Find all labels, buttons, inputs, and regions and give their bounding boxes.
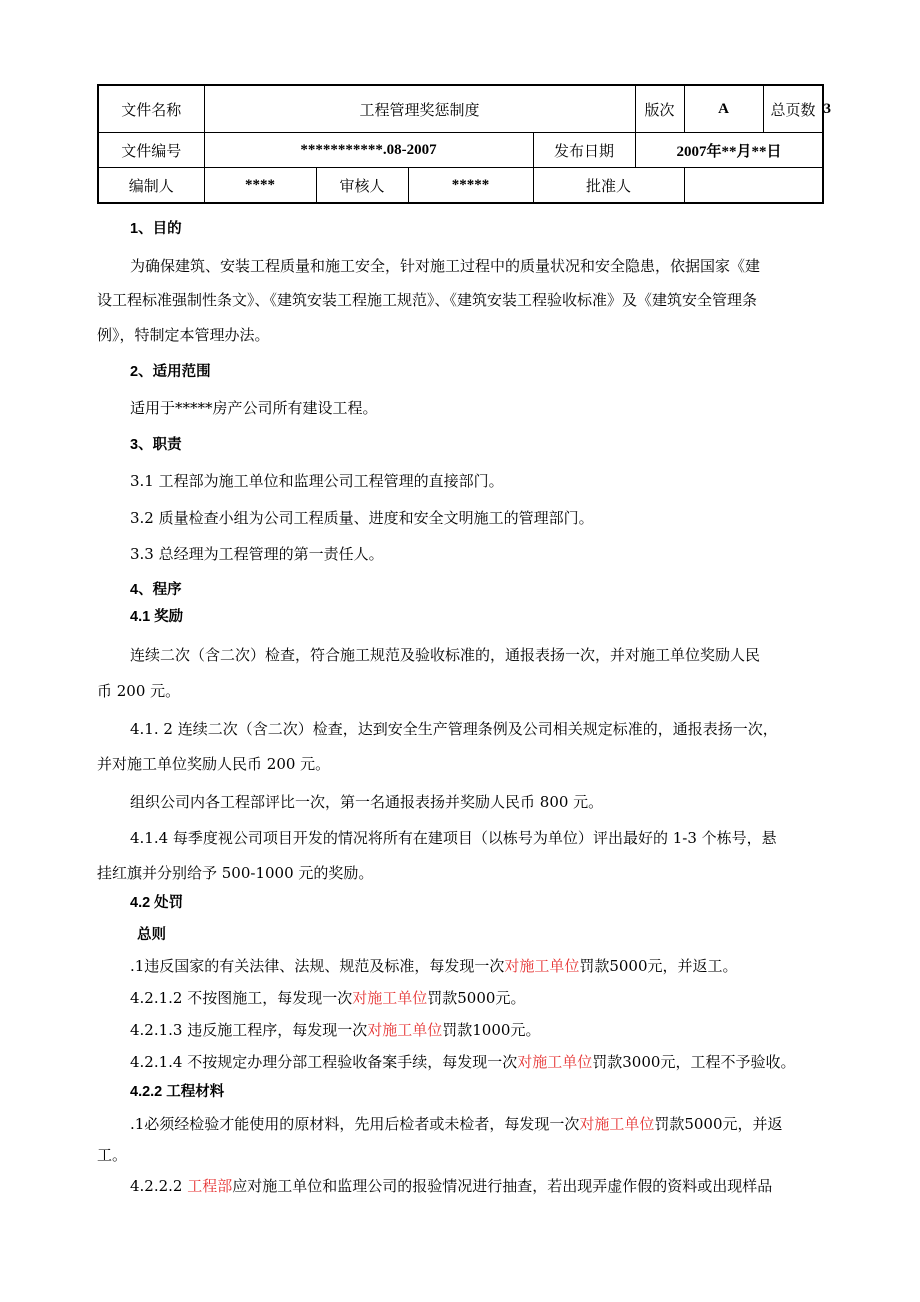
penalty-line: 4.2.1.2 不按图施工，每发现一次对施工单位罚款5000元。 xyxy=(130,989,526,1007)
reviewer-value: ***** xyxy=(408,168,533,204)
penalty-line: .1违反国家的有关法律、法规、规范及标准，每发现一次对施工单位罚款5000元，并返工。 xyxy=(130,957,738,975)
paragraph-line: 适用于*****房产公司所有建设工程。 xyxy=(130,399,378,417)
penalty-line: 4.2.2.2 工程部应对施工单位和监理公司的报验情况进行抽查，若出现弄虚作假的资料或出现样品 xyxy=(130,1177,773,1195)
paragraph-line: 3.1 工程部为施工单位和监理公司工程管理的直接部门。 xyxy=(130,472,504,490)
approver-label: 批准人 xyxy=(533,168,684,204)
section-4-2-heading: 4.2 处罚 xyxy=(130,895,184,911)
section-4-heading: 4、程序 xyxy=(130,582,182,598)
penalty-line: 4.2.1.4 不按规定办理分部工程验收备案手续，每发现一次对施工单位罚款3000元，工程不予验收。 xyxy=(130,1053,796,1071)
file-no-label: 文件编号 xyxy=(98,133,204,168)
total-pages-label: 总页数 xyxy=(763,85,823,133)
author-label: 编制人 xyxy=(98,168,204,204)
section-3-heading: 3、职责 xyxy=(130,437,182,453)
approver-value xyxy=(684,168,823,204)
paragraph-line: 3.3 总经理为工程管理的第一责任人。 xyxy=(130,545,384,563)
file-no-value: ***********.08-2007 xyxy=(204,133,533,168)
paragraph-line: 组织公司内各工程部评比一次，第一名通报表扬并奖励人民币 800 元。 xyxy=(130,793,604,811)
highlight-text: 对施工单位 xyxy=(517,1053,593,1071)
paragraph-line: 并对施工单位奖励人民币 200 元。 xyxy=(97,755,331,773)
highlight-text: 对施工单位 xyxy=(504,957,580,975)
highlight-text: 对施工单位 xyxy=(579,1115,655,1133)
document-header-table: 文件名称 工程管理奖惩制度 版次 A 总页数 3 文件编号 ***********.08-2007 发布日期 2007年**月**日 编制人 **** 审核人 ***** 批准人 xyxy=(97,84,824,204)
penalty-line: 4.2.1.3 违反施工程序，每发现一次对施工单位罚款1000元。 xyxy=(130,1021,541,1039)
version-value: A xyxy=(684,85,763,133)
paragraph-line: 工。 xyxy=(97,1146,128,1164)
paragraph-line: 4.1. 2 连续二次（含二次）检查，达到安全生产管理条例及公司相关规定标准的，通报表扬一次， xyxy=(130,720,778,738)
version-label: 版次 xyxy=(635,85,684,133)
issue-date-label: 发布日期 xyxy=(533,133,635,168)
paragraph-line: 4.1.4 每季度视公司项目开发的情况将所有在建项目（以栋号为单位）评出最好的 1-3 个栋号，悬 xyxy=(130,829,777,847)
section-2-heading: 2、适用范围 xyxy=(130,364,211,380)
document-title: 工程管理奖惩制度 xyxy=(204,85,635,133)
highlight-text: 对施工单位 xyxy=(367,1021,443,1039)
paragraph-line: 挂红旗并分别给予 500-1000 元的奖励。 xyxy=(97,864,374,882)
paragraph-line: 币 200 元。 xyxy=(97,682,181,700)
paragraph-line: 为确保建筑、安装工程质量和施工安全，针对施工过程中的质量状况和安全隐患，依据国家《建 xyxy=(130,257,761,275)
section-4-2-1-heading: 总则 xyxy=(137,927,166,943)
paragraph-line: 连续二次（含二次）检查，符合施工规范及验收标准的，通报表扬一次，并对施工单位奖励人民 xyxy=(130,646,761,664)
paragraph-line: 设工程标准强制性条文》、《建筑安装工程施工规范》、《建筑安装工程验收标准》及《建筑安全管理条 xyxy=(97,291,758,309)
author-value: **** xyxy=(204,168,316,204)
issue-date-value: 2007年**月**日 xyxy=(635,133,823,168)
highlight-text: 工程部 xyxy=(187,1177,233,1195)
paragraph-line: 例》，特制定本管理办法。 xyxy=(97,326,270,344)
paragraph-line: 3.2 质量检查小组为公司工程质量、进度和安全文明施工的管理部门。 xyxy=(130,509,594,527)
section-4-2-2-heading: 4.2.2 工程材料 xyxy=(130,1084,225,1100)
file-name-label: 文件名称 xyxy=(98,85,204,133)
reviewer-label: 审核人 xyxy=(316,168,408,204)
highlight-text: 对施工单位 xyxy=(352,989,428,1007)
penalty-line: .1必须经检验才能使用的原材料，先用后检者或未检者，每发现一次对施工单位罚款5000元，并返 xyxy=(130,1115,783,1133)
section-4-1-heading: 4.1 奖励 xyxy=(130,609,184,625)
section-1-heading: 1、目的 xyxy=(130,221,182,237)
